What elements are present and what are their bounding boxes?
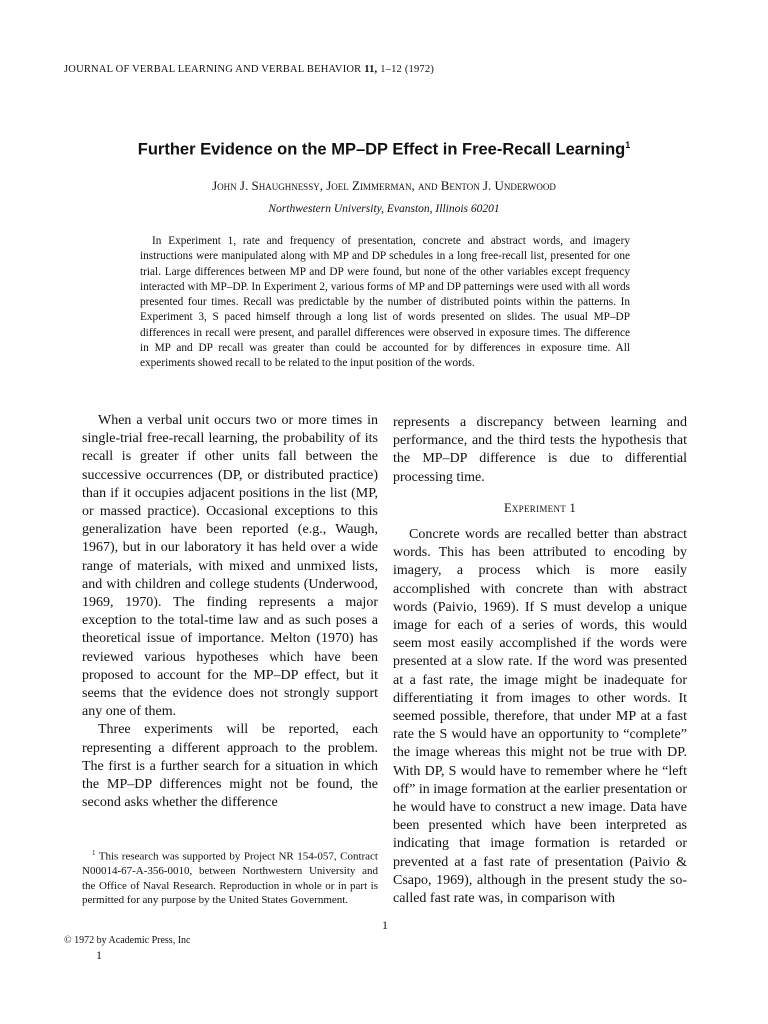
footnote-mark: 1 <box>92 849 96 857</box>
body-paragraph: represents a discrepancy between learning and performance, and the third tests the hypothesis that the MP–DP difference is due to differential processing time. <box>393 415 687 485</box>
section-heading: Experiment 1 <box>503 500 577 515</box>
journal-pages-year: 1–12 (1972) <box>380 64 435 75</box>
footnote-body: This research was supported by Project NR 154-057, Contract N00014-67-A-356-0010, between Northwestern University and the Office of Naval Research. Reproduction in whole or in part is permitted for any purpose by the United States Government. <box>82 850 378 907</box>
journal-name: JOURNAL OF VERBAL LEARNING AND VERBAL BEHAVIOR <box>64 64 362 75</box>
article-title <box>40 140 728 160</box>
abstract <box>140 234 630 372</box>
page-number: 1 <box>382 918 388 932</box>
copyright-notice: © 1972 by Academic Press, Inc <box>64 935 191 946</box>
abstract-text: In Experiment 1, rate and frequency of presentation, concrete and abstract words, and imagery instructions were manipulated along with MP and DP schedules in a long free-recall list, presented for one trial. Large differences between MP and DP were found, but none of the other variables except frequency interacted with MP–DP. In Experiment 2, various forms of MP and DP patternings were used with all words presented four times. Recall was predictable by the number of distributed points within the patterns. In Experiment 3, S paced himself through a long list of words presented on slides. The usual MP–DP differences in recall were present, and parallel differences were observed in exposure times. The difference in MP and DP recall was greater than could be accounted for by differences in exposure time. All experiments showed recall to be related to the input position of the words. <box>140 235 630 370</box>
article-title-text: Further Evidence on the MP–DP Effect in Free-Recall Learning <box>137 140 626 159</box>
body-paragraph: Three experiments will be reported, each representing a different approach to the problem. The first is a further search for a situation in which the MP–DP differences might not be found, the second asks whether the difference <box>82 722 378 811</box>
footnote-text <box>82 846 378 908</box>
journal-header <box>64 64 434 75</box>
footnote <box>82 846 378 908</box>
journal-volume: 11, <box>364 64 378 75</box>
article-authors: John J. Shaughnessy, Joel Zimmerman, and Benton J. Underwood <box>212 178 556 193</box>
body-column-left <box>82 412 378 812</box>
article-affiliation: Northwestern University, Evanston, Illinois 60201 <box>268 203 500 215</box>
body-paragraph: When a verbal unit occurs two or more times in single-trial free-recall learning, the probability of its recall is greater if other units fall between the successive occurrences (DP, or distributed practice) than if it occupies adjacent positions in the list (MP, or massed practice). Occasional exceptions to this generalization have been reported (e.g., Waugh, 1967), but in our laboratory it has held over a wide range of materials, with mixed and unmixed lists, and with children and college students (Underwood, 1969, 1970). The finding represents a major exception to the total-time law and as such poses a theoretical issue of importance. Melton (1970) has reviewed various hypotheses which have been proposed to account for the MP–DP effect, but it seems that the evidence does not strongly support any one of them. <box>82 413 378 720</box>
bottom-page-number: 1 <box>96 948 102 962</box>
body-column-right <box>393 414 687 908</box>
title-footnote-mark: 1 <box>625 140 631 150</box>
body-paragraph: Concrete words are recalled better than abstract words. This has been attributed to encoding by imagery, a process which is more easily accomplished with concrete than with abstract words (Paivio, 1969). If S must develop a unique image for each of a series of words, this would seem most easily accomplished if the words were presented at a slow rate. If the word was presented at a fast rate, the image might be inadequate for differentiating it from images to other words. It seemed possible, therefore, that under MP at a fast rate the S would have an opportunity to “complete” the image whereas this might not be true with DP. With DP, S would have to remember where he “left off” in image formation at the earlier presentation or he would have to construct a new image. Data have been presented which have been interpreted as indicating that image formation is retarded or prevented at a fast rate of presentation (Paivio & Csapo, 1969), although in the present study the so-called fast rate was, in comparison with <box>393 527 687 907</box>
